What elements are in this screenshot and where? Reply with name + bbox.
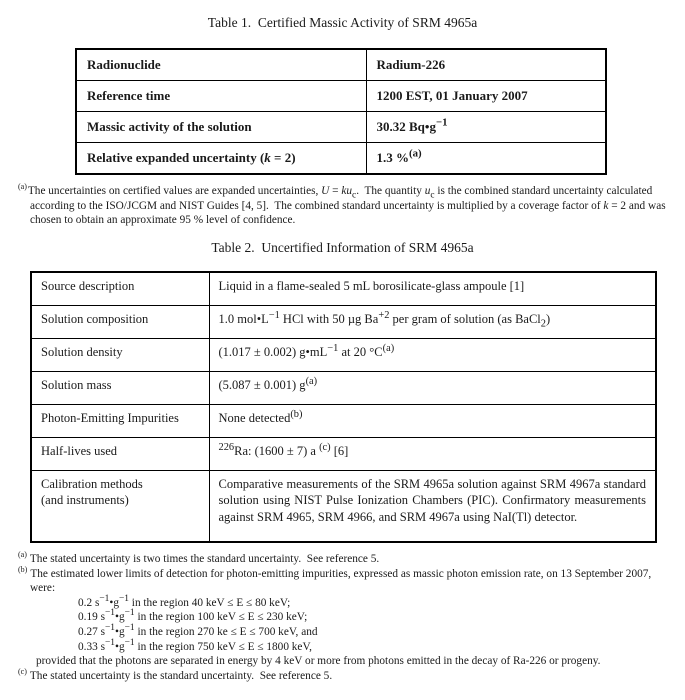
table1-certified-massic-activity [75,48,607,175]
table-row [31,470,656,542]
footnote-marker: (c) [18,666,27,676]
row-value: 1.0 $mol•L^{-1}$ HCl with 50 µg $Ba^{+2}$ per gram of solution (as BaCl$_2$) [209,305,656,338]
table2-footnotes [18,552,672,683]
row-value: 1.3 %$^{(a)}$ [366,143,606,175]
footnote-text: The stated uncertainty is the standard uncertainty. See reference 5. [29,669,333,682]
table-row [31,437,656,470]
detection-limit-line: 0.2 $s^{-1}•g^{-1}$ in the region 40 keV ≤ E ≤ 80 keV; [78,594,291,609]
table2-caption: Table 2. Uncertified Information of SRM 4965a [211,240,474,255]
footnote-text: The uncertainties on certified values are expanded uncertainties, $U = ku_c$. The quantity $u_c$ is the combined standard uncertainty calculated according to the ISO/JCGM and NIST Guides [4, 5]. The combined standard uncertainty is multiplied by a coverage factor of k = 2 and was chosen to obtain an approximate 95 % level of confidence. [27,185,669,227]
row-value: None detected$^{(b)}$ [209,404,656,437]
footnote-marker: (a) [18,182,27,192]
table-row [31,272,656,305]
row-label: Radionuclide [76,49,366,81]
row-label: Solution mass [31,371,209,404]
footnote-c [18,666,672,684]
table-row [31,338,656,371]
row-value: 1200 EST, 01 January 2007 [366,81,606,112]
row-label: Massic activity of the solution [76,112,366,143]
detection-limit-line: 0.19 $s^{-1}•g^{-1}$ in the region 100 keV ≤ E ≤ 230 keV; [78,608,308,624]
table-row [76,49,606,81]
row-value: Liquid in a flame-sealed 5 mL borosilicate-glass ampoule [1] [209,272,656,305]
footnote-b [18,564,672,596]
footnote-b-continuation: provided that the photons are separated in energy by 4 keV or more from photons emitted in the decay of Ra-226 or progeny. [36,655,601,668]
table-row [76,143,606,175]
row-label: Calibration methods (and instruments) [31,470,209,542]
row-value: $^{226}$Ra: (1600 ± 7) a $^{(c)}$ [6] [209,437,656,470]
table2-uncertified-information [30,271,657,543]
row-label: Relative expanded uncertainty (k = 2) [76,143,366,175]
table-row [76,81,606,112]
table-row [31,404,656,437]
table-row [31,305,656,338]
table1-footnotes [18,184,668,228]
row-label: Half-lives used [31,437,209,470]
footnote-a [18,552,672,567]
row-label: Reference time [76,81,366,112]
detection-limit-line: 0.33 $s^{-1}•g^{-1}$ in the region 750 keV ≤ E ≤ 1800 keV, [78,637,312,653]
table1-caption: Table 1. Certified Massic Activity of SRM 4965a [207,15,478,30]
row-value: (5.087 ± 0.001) $g^{(a)}$ [209,371,656,404]
detection-limit-line: 0.27 $s^{-1}•g^{-1}$ in the region 270 ke ≤ E ≤ 700 keV, and [78,623,318,638]
footnote-a [18,184,668,228]
footnote-text: The estimated lower limits of detection for photon-emitting impurities, expressed as massic photon emission rate, on 13 September 2007, were: [30,567,655,595]
row-label: Source description [31,272,209,305]
row-value: 30.32 $Bq•g^{-1}$ [366,112,606,143]
row-value: (1.017 ± 0.002) $g•mL^{-1}$ at 20 $^\circ C^{(a)}$ [209,338,656,371]
footnote-text: The stated uncertainty is two times the standard uncertainty. See reference 5. [29,553,380,565]
footnote-marker: (b) [18,564,28,574]
row-label: Solution density [31,338,209,371]
row-value: Radium-226 [366,49,606,81]
table-row [31,371,656,404]
row-label: Solution composition [31,305,209,338]
table-row [76,112,606,143]
footnote-marker: (a) [18,550,27,560]
row-value: Comparative measurements of the SRM 4965a solution against SRM 4967a standard solution using NIST Pulse Ionization Chambers (PIC). Confirmatory measurements against SRM 4965, SRM 4966, and SRM 4967a using NaI(Tl) detector. [209,470,656,542]
row-label: Photon-Emitting Impurities [31,404,209,437]
footnote-b-limits [78,596,672,654]
